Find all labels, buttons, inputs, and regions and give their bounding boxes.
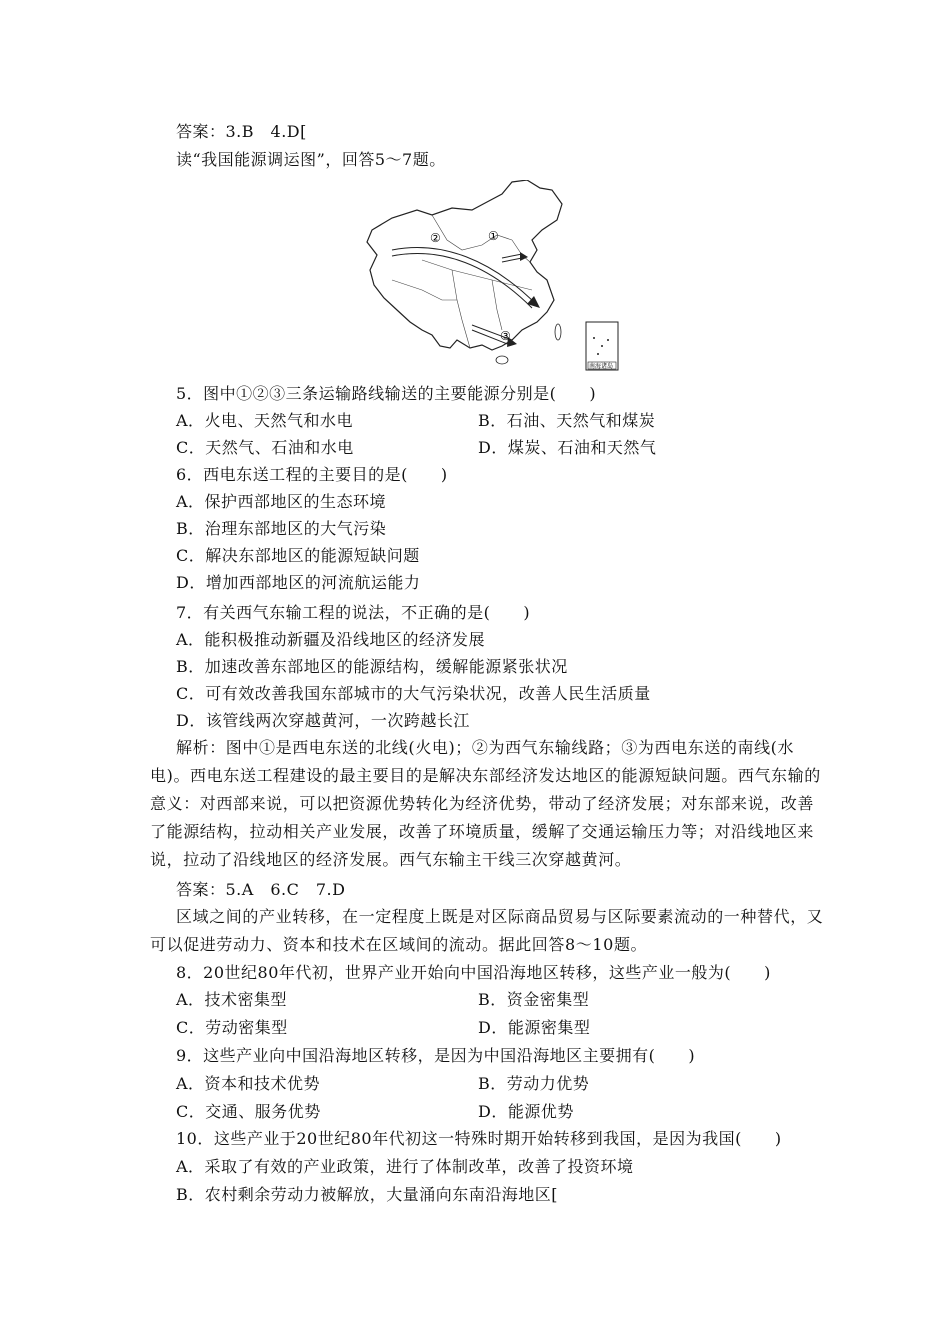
q6-option-d: D．增加西部地区的河流航运能力	[176, 573, 421, 592]
energy-transport-map	[362, 180, 624, 372]
q10-option-a: A．采取了有效的产业政策，进行了体制改革，改善了投资环境	[176, 1157, 634, 1176]
q7-option-b: B．加速改善东部地区的能源结构，缓解能源紧张状况	[176, 657, 568, 676]
q5-option-a: A．火电、天然气和水电	[176, 411, 354, 430]
q8-option-a: A．技术密集型	[176, 990, 288, 1009]
question-6: 6．西电东送工程的主要目的是( )	[176, 465, 448, 484]
q6-option-a: A．保护西部地区的生态环境	[176, 492, 387, 511]
route-1-label: ①	[488, 229, 499, 243]
answer-3-4: 答案：3.B 4.D[	[176, 122, 307, 141]
china-map-figure	[362, 180, 624, 372]
q9-option-c: C．交通、服务优势	[176, 1102, 321, 1121]
q7-option-d: D．该管线两次穿越黄河，一次跨越长江	[176, 711, 470, 730]
analysis-paragraph: 解析：图中①是西电东送的北线(火电)；②为西气东输线路；③为西电东送的南线(水电)。西电东送工程建设的最主要目的是解决东部经济发达地区的能源短缺问题。西气东输的意义：对西部来说，可以把资源优势转化为经济优势，带动了经济发展；对东部来说，改善了能源结构，拉动相关产业发展，改善了环境质量，缓解了交通运输压力等；对沿线地区来说，拉动了沿线地区的经济发展。西气东输主干线三次穿越黄河。	[150, 738, 821, 869]
q5-option-c: C．天然气、石油和水电	[176, 438, 354, 457]
question-10: 10．这些产业于20世纪80年代初这一特殊时期开始转移到我国，是因为我国( )	[176, 1129, 782, 1148]
q9-option-d: D．能源优势	[478, 1102, 574, 1121]
q6-option-c: C．解决东部地区的能源短缺问题	[176, 546, 420, 565]
q8-option-c: C．劳动密集型	[176, 1018, 288, 1037]
route-2-label: ②	[430, 231, 441, 245]
q5-option-b: B．石油、天然气和煤炭	[478, 411, 656, 430]
inset-label: 南海诸岛	[589, 363, 614, 370]
q6-option-b: B．治理东部地区的大气污染	[176, 519, 387, 538]
intro-8-10: 区域之间的产业转移，在一定程度上既是对区际商品贸易与区际要素流动的一种替代，又可以促进劳动力、资本和技术在区域间的流动。据此回答8～10题。	[150, 907, 824, 954]
q7-option-a: A．能积极推动新疆及沿线地区的经济发展	[176, 630, 486, 649]
q7-option-c: C．可有效改善我国东部城市的大气污染状况，改善人民生活质量	[176, 684, 651, 703]
intro-5-7: 读“我国能源调运图”，回答5～7题。	[176, 150, 446, 169]
q8-option-d: D．能源密集型	[478, 1018, 591, 1037]
q9-option-a: A．资本和技术优势	[176, 1074, 321, 1093]
question-5: 5．图中①②③三条运输路线输送的主要能源分别是( )	[176, 384, 597, 403]
q9-option-b: B．劳动力优势	[478, 1074, 590, 1093]
question-7: 7．有关西气东输工程的说法，不正确的是( )	[176, 603, 531, 622]
q10-option-b: B．农村剩余劳动力被解放，大量涌向东南沿海地区[	[176, 1185, 559, 1204]
q8-option-b: B．资金密集型	[478, 990, 590, 1009]
answer-5-7: 答案：5.A 6.C 7.D	[176, 880, 346, 899]
q5-option-d: D．煤炭、石油和天然气	[478, 438, 657, 457]
question-9: 9．这些产业向中国沿海地区转移，是因为中国沿海地区主要拥有( )	[176, 1046, 696, 1065]
route-3-label: ③	[500, 329, 511, 343]
question-8: 8．20世纪80年代初，世界产业开始向中国沿海地区转移，这些产业一般为( )	[176, 963, 771, 982]
